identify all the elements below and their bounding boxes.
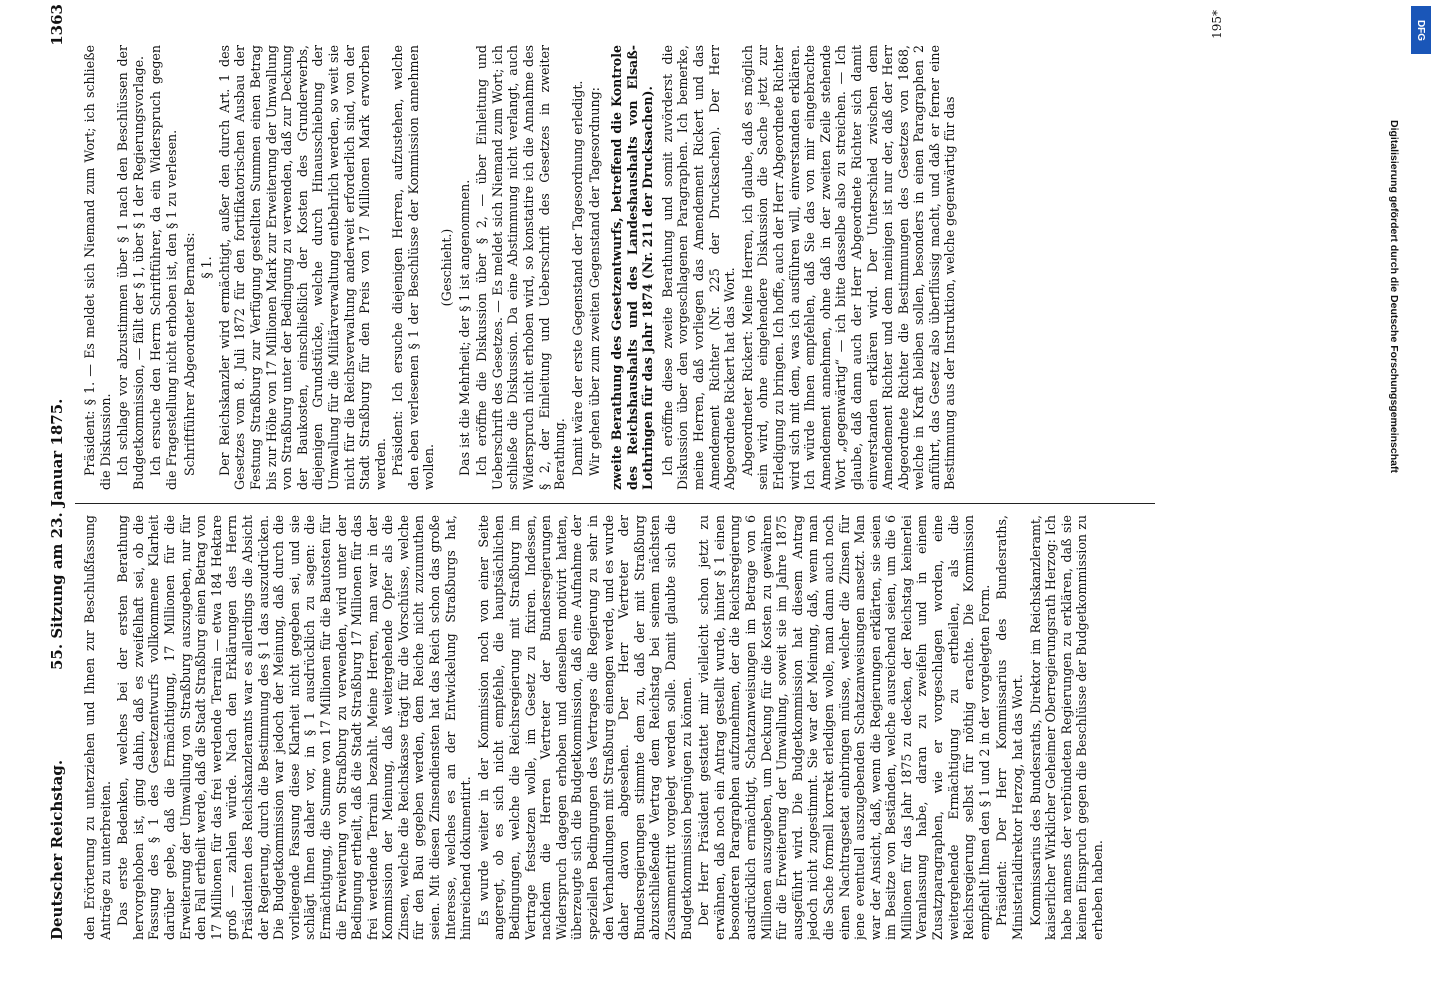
- paragraph: Das ist die Mehrheit; der § 1 ist angenommen.: [456, 179, 472, 476]
- dfg-logo-text: DFG: [1415, 19, 1427, 41]
- header-left: Deutscher Reichstag.: [48, 759, 66, 940]
- left-column: [82, 515, 1202, 940]
- dfg-logo: [1411, 6, 1431, 54]
- document-page: [20, 0, 1390, 1000]
- paragraph: Präsident: Ich ersuche diejenigen Herren, aufzustehen, welche den eben verlesenen § 1 der Beschlüsse der Kommission annehmen wollen.: [390, 45, 437, 490]
- paragraph: Ich schlage vor abzustimmen über § 1 nach den Beschlüssen der Budgetkommission, — fällt der § 1, über § 1 der Regierungsvorlage.: [115, 45, 146, 490]
- paragraph: Der Herr Präsident gestattet mir vielleicht schon jetzt zu erwähnen, daß noch ein Antrag gestellt wurde, hinter § 1 einen besonderen Paragraphen aufzunehmen, der die Reichsregierung ausdrücklich ermächtigt, Schatzanweisungen im Betrage von 6 Millionen auszugeben, um Deckung für die Kosten zu gewähren für die Erweiterung der Umwallung, soweit sie im Jahre 1875 ausgeführt wird. Die Budgetkommission hat diesem Antrag jedoch nicht zugestimmt. Sie war der Meinung, daß, wenn man die Sache formell korrekt erledigen wolle, man dann auch noch einen Nachtragsetat einbringen müsse, welcher die Zinsen für jene eventuell auszugebenden Schatzanweisungen ansetzt. Man war der Ansicht, daß, wenn die Regierungen erklärten, sie seien im Besitze von Beständen, welche ausreichend seien, um die 6 Millionen für das Jahr 1875 zu decken, der Reichstag keinerlei Veranlassung habe, daran zu zweifeln und in einem Zusatzparagraphen, wie er vorgeschlagen worden, eine weitergehende Ermächtigung zu ertheilen, als die Reichsregierung selbst für nöthig erachte. Die Kommission empfiehlt Ihnen den § 1 und 2 in der vorgelegten Form.: [696, 515, 992, 940]
- paragraph: Präsident: Der Herr Kommissarius des Bundesraths, Ministerialdirektor Herzog, hat das Wort.: [994, 515, 1026, 940]
- paragraph: Kommissarius des Bundesraths, Direktor im Reichskanzleramt, kaiserlicher Wirklicher Geheimer Oberregierungsrath Herzog: Ich habe namens der verbündeten Regierungen zu erklären, daß sie keinen Einspruch gegen die Beschlüsse der Budgetkommission zu erheben haben.: [1027, 515, 1105, 940]
- page-number: 1363: [48, 4, 66, 46]
- header-center: 55. Sitzung am 23. Januar 1875.: [48, 398, 66, 670]
- paragraph: Der Reichskanzler wird ermächtigt, außer den durch Art. 1 des Gesetzes vom 8. Juli 1872 für den fortifikatorischen Ausbau der Festung Straßburg zur Verfügung gestellten Summen einen Betrag bis zur Höhe von 17 Millionen Mark zur Erweiterung der Umwallung von Straßburg unter der Bedingung zu verwenden, daß zur Deckung der Baukosten, einschließlich der Kosten des Grunderwerbs, diejenigen Grundstücke, welche durch Hinausschiebung der Umwallung für die Militärverwaltung entbehrlich werden, so weit sie nicht für die Reichsverwaltung anderweit erforderlich sind, von der Stadt Straßburg für den Preis von 17 Millionen Mark erworben werden.: [216, 45, 388, 490]
- paragraph: den Erörterung zu unterziehen und Ihnen zur Beschlußfassung Anträge zu unterbreiten.: [82, 515, 113, 940]
- paragraph: Ich eröffne die Diskussion über § 2, — über Einleitung und Ueberschrift des Gesetzes. — Es meldet sich Niemand zum Wort; ich schließe die Diskussion. Da eine Abstimmung nicht verlangt, auch Widerspruch nicht erhoben wird, so konstatire ich die Annahme des § 2, der Einleitung und Ueberschrift des Gesetzes in zweiter Berathung.: [474, 45, 568, 490]
- paragraph: Es wurde weiter in der Kommission noch von einer Seite angeregt, ob es sich nicht empfehle, die hauptsächlichen Bedingungen, welche die Reichsregierung mit Straßburg im Vertrage festsetzen wolle, im Gesetz zu fixiren. Indessen, nachdem die Herren Vertreter der Bundesregierungen Widerspruch dagegen erhoben und denselben motivirt hatten, überzeugte sich die Budgetkommission, daß eine Aufnahme der speziellen Bedingungen des Vertrages die Regierung zu sehr in den Verhandlungen mit Straßburg einengen werde, und es wurde daher davon abgesehen. Der Herr Vertreter der Bundesregierungen stimmte dem zu, daß der mit Straßburg abzuschließende Vertrag dem Reichstag bei seinem nächsten Zusammentritt vorgelegt werden solle. Damit glaubte sich die Budgetkommission begnügen zu können.: [475, 515, 694, 940]
- page-signature: 195*: [1210, 10, 1224, 39]
- paragraph: Schriftführer Abgeordneter Bernards:: [181, 232, 197, 476]
- paragraph: Abgeordneter Rickert: Meine Herren, ich glaube, daß es möglich sein wird, ohne eingehendere Diskussion die Sache jetzt zur Erledigung zu bringen. Ich hoffe, auch der Herr Abgeordnete Richter wird sich mit dem, was ich ausführen will, einverstanden erklären. Ich würde Ihnen empfehlen, daß Sie das von mir eingebrachte Amendement annehmen, ohne daß in der zweiten Zeile stehende Wort „gegenwärtig“ — ich bitte dasselbe also zu streichen. — Ich glaube, daß dann auch der Herr Abgeordnete Richter sich damit einverstanden erklären wird. Der Unterschied zwischen dem Amendement Richter und dem meinigen ist nur der, daß der Herr Abgeordnete Richter die Bestimmungen des Gesetzes von 1868, welche in Kraft bleiben sollen, besonders in einen Paragraphen 2 anführt, das Gesetz also überflüssig macht, und daß er ferner eine Bestimmung aus der Instruktion, welche gegenwärtig für das: [739, 45, 958, 490]
- right-column: [82, 45, 1202, 490]
- section-heading: zweite Berathung des Gesetzentwurfs, betreffend die Kontrole des Reichshaushalts und des Landeshaushalts von Elsaß-Lothringen für das Jahr 1874 (Nr. 211 der Drucksachen).: [609, 45, 656, 490]
- paragraph: Ich ersuche den Herrn Schriftführer, da ein Widerspruch gegen die Fragestellung nicht erhoben ist, den § 1 zu verlesen.: [148, 45, 179, 490]
- centered-line: § 1.: [199, 256, 215, 279]
- digitization-note: Digitalisierung gefördert durch die Deutsche Forschungsgemeinschaft: [1388, 120, 1400, 473]
- paragraph: Wir gehen über zum zweiten Gegenstand der Tagesordnung:: [587, 87, 603, 476]
- centered-line: (Geschieht.): [439, 228, 455, 307]
- paragraph: Ich eröffne diese zweite Berathung und somit zuvörderst die Diskussion über den vorgeschlagenen Paragraphen. Ich bemerke, meine Herren, daß vorliegen das Amendement Rickert und das Amendement Richter (Nr. 225 der Drucksachen). Der Herr Abgeordnete Rickert hat das Wort.: [659, 45, 738, 490]
- paragraph: Präsident: § 1. — Es meldet sich Niemand zum Wort; ich schließe die Diskussion.: [82, 45, 113, 490]
- page-header: [30, 0, 70, 1000]
- paragraph: Damit wäre der erste Gegenstand der Tagesordnung erledigt.: [569, 80, 585, 476]
- paragraph: Das erste Bedenken, welches bei der ersten Berathung hervorgehoben ist, ging dahin, daß es zweifelhaft sei, ob die Fassung des § 1 des Gesetzentwurfs vollkommene Klarheit darüber gebe, daß die Ermächtigung, 17 Millionen für die Erweiterung der Umwallung von Straßburg auszugeben, nur für den Fall ertheilt werde, daß die Stadt Straßburg einen Betrag von 17 Millionen für das frei werdende Terrain — etwa 184 Hektare groß — zahlen würde. Nach den Erklärungen des Herrn Präsidenten des Reichskanzleramts war es allerdings die Absicht der Regierung, durch die Bestimmung des § 1 das auszudrücken. Die Budgetkommission war jedoch der Meinung, daß durch die vorliegende Fassung diese Klarheit nicht gegeben sei, und sie schlägt Ihnen daher vor, in § 1 ausdrücklich zu sagen: die Ermächtigung, die Summe von 17 Millionen für die Bautosten für die Erweiterung von Straßburg zu verwenden, wird unter der Bedingung ertheilt, daß die Stadt Straßburg 17 Millionen für das frei werdende Terrain bezahlt. Meine Herren, man war in der Kommission der Meinung, daß weitergehende Opfer als die Zinsen, welche die Reichskasse trägt für die Vorschüsse, welche für den Bau gegeben werden, dem Reiche nicht zuzumuthen seien. Mit diesen Zinsendiensten hat das Reich schon das große Interesse, welches es an der Entwickelung Straßburgs hat, hinreichend dokumentirt.: [115, 515, 474, 940]
- column-divider: [75, 503, 1155, 504]
